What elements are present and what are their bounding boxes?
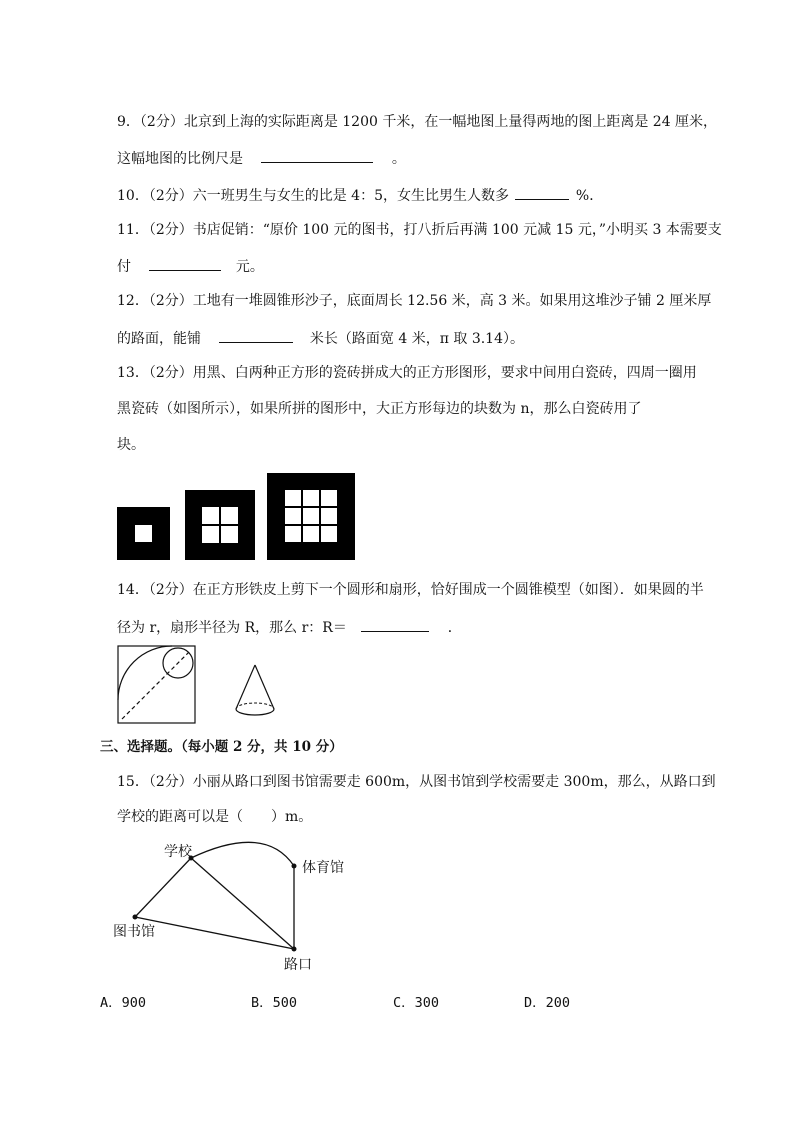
q15-option-d[interactable]: D．200 — [524, 995, 571, 1011]
q14-text-a: 径为 r，扇形半径为 R，那么 r：R＝ — [117, 620, 347, 636]
q15-option-b[interactable]: B．500 — [251, 995, 298, 1011]
cone-net-figure — [117, 645, 317, 725]
q15-option-c[interactable]: C．300 — [393, 995, 440, 1011]
q15-option-a[interactable]: A．900 — [100, 995, 147, 1011]
square-sheet-diagram — [118, 646, 195, 724]
q15-line1: 15．（2分）小丽从路口到图书馆需要走 600m，从图书馆到学校需要走 300m，那么，从路口到 — [117, 774, 716, 790]
q15-line2: 学校的距离可以是（ ）m。 — [117, 809, 313, 825]
q12-text-a: 的路面，能铺 — [117, 331, 201, 347]
q13-line2: 黑瓷砖（如图所示），如果所拼的图形中，大正方形每边的块数为 n，那么白瓷砖用了 — [117, 401, 642, 417]
q11-answer-blank[interactable] — [149, 256, 221, 271]
q13-line3: 块。 — [117, 437, 145, 453]
q14-answer-blank[interactable] — [361, 617, 429, 632]
cone-diagram — [236, 665, 274, 715]
label-library: 图书馆 — [113, 924, 155, 940]
q11-line2 — [117, 256, 264, 276]
q10-text-a: 10．（2分）六一班男生与女生的比是 4：5，女生比男生人数多 — [117, 188, 509, 204]
q10-answer-blank[interactable] — [515, 185, 569, 200]
q14-line2 — [117, 617, 462, 637]
q14-text-b: ． — [447, 620, 462, 636]
q12-answer-blank[interactable] — [219, 328, 293, 343]
q9-text-b: 。 — [391, 151, 406, 167]
tile-square-3x3 — [117, 507, 170, 560]
q12-line1: 12．（2分）工地有一堆圆锥形沙子，底面周长 12.56 米，高 3 米。如果用这堆沙子铺 2 厘米厚 — [117, 293, 712, 309]
q11-text-a: 付 — [117, 259, 131, 275]
q9-line2 — [117, 148, 406, 168]
q14-line1: 14．（2分）在正方形铁皮上剪下一个圆形和扇形，恰好围成一个圆锥模型（如图）．如果圆的半 — [117, 582, 704, 598]
q11-line1: 11．（2分）书店促销：“原价 100 元的图书，打八折后再满 100 元减 15 元，”小明买 3 本需要支 — [117, 222, 722, 238]
q9-line1: 9．（2分）北京到上海的实际距离是 1200 千米，在一幅地图上量得两地的图上距离是 24 厘米， — [117, 114, 718, 130]
label-gym: 体育馆 — [302, 860, 344, 876]
q12-text-b: 米长（路面宽 4 米，π 取 3.14）。 — [309, 331, 524, 347]
q9-text-a: 这幅地图的比例尺是 — [117, 151, 243, 167]
label-school: 学校 — [164, 844, 192, 860]
tile-square-5x5 — [267, 473, 355, 560]
tile-square-4x4 — [185, 490, 255, 560]
tile-pattern-figure — [117, 471, 357, 561]
q13-line1: 13．（2分）用黑、白两种正方形的瓷砖拼成大的正方形图形，要求中间用白瓷砖，四周一圈用 — [117, 365, 697, 381]
q10-text-b: %． — [575, 188, 604, 204]
q9-answer-blank[interactable] — [261, 148, 373, 163]
label-intersection: 路口 — [284, 957, 312, 973]
q11-text-b: 元。 — [235, 259, 264, 275]
q10-line1 — [117, 185, 603, 205]
q12-line2 — [117, 328, 524, 348]
section-3-title: 三、选择题。（每小题 2 分，共 10 分） — [100, 739, 343, 755]
